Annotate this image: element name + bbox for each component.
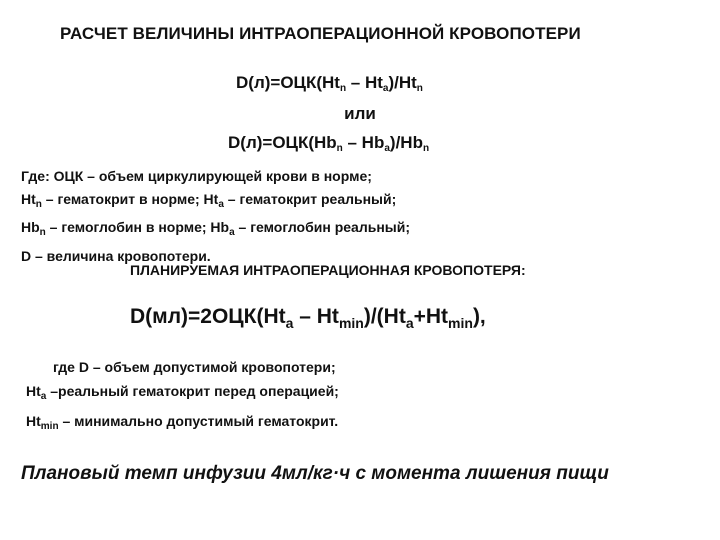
formula-3-sub-a: a xyxy=(285,315,294,331)
formula-1-sub-n: n xyxy=(339,83,347,94)
formula-3-div: )/(Ht xyxy=(363,305,406,328)
formula-1-sub-n2: n xyxy=(416,83,423,94)
def-3-sub-a: a xyxy=(229,227,235,238)
formula-blood-loss-hematocrit xyxy=(236,73,423,94)
formula-3-plus: +Ht xyxy=(413,305,449,328)
formula-planned-blood-loss xyxy=(130,305,486,331)
note-2-sub: a xyxy=(40,391,47,402)
formula-3-minus: – Ht xyxy=(293,305,339,328)
note-2-b: –реальный гематокрит перед операцией; xyxy=(46,383,339,399)
def-3-c: – гемоглобин реальный; xyxy=(234,219,411,235)
def-2-sub-n: n xyxy=(35,198,42,210)
formula-2-div: )/Hb xyxy=(389,133,423,152)
formula-3-prefix: D(мл)=2ОЦК(Ht xyxy=(130,305,286,328)
notes-block xyxy=(26,355,339,439)
def-3-sub-n: n xyxy=(39,227,46,238)
formula-2-sub-n2: n xyxy=(422,143,430,154)
formula-3-sub-a2: a xyxy=(405,315,414,331)
note-line-1: где D – объем допустимой кровопотери; xyxy=(53,359,336,375)
formula-2-minus: – Hb xyxy=(342,133,385,152)
def-3-b: – гемоглобин в норме; Hb xyxy=(45,219,230,235)
formula-3-sub-min2: min xyxy=(448,315,473,331)
note-line-2 xyxy=(26,379,339,409)
formula-1-minus: – Ht xyxy=(346,73,383,92)
note-3-b: – минимально допустимый гематокрит. xyxy=(58,413,339,429)
note-3-a: Ht xyxy=(26,413,41,429)
formula-3-sub-min: min xyxy=(338,315,364,331)
def-2-a: Ht xyxy=(21,190,36,207)
planned-heading: ПЛАНИРУЕМАЯ ИНТРАОПЕРАЦИОННАЯ КРОВОПОТЕРЯ: xyxy=(130,262,526,278)
formula-2-sub-n: n xyxy=(336,143,343,154)
infusion-rate-note: Плановый темп инфузии 4мл/кг·ч с момента лишения пищи xyxy=(21,463,609,484)
formula-1-sub-a: a xyxy=(382,83,389,94)
formula-2-sub-a: a xyxy=(384,143,390,154)
slide-title: РАСЧЕТ ВЕЛИЧИНЫ ИНТРАОПЕРАЦИОННОЙ КРОВОПОТЕРИ xyxy=(60,24,581,43)
note-2-a: Ht xyxy=(26,383,41,399)
or-word: или xyxy=(344,104,376,123)
formula-1-prefix: D(л)=ОЦК(Ht xyxy=(236,73,340,92)
definition-line-4: D – величина кровопотери. xyxy=(21,247,211,264)
def-2-sub-a: a xyxy=(218,198,224,210)
def-2-c: – гематокрит реальный; xyxy=(223,190,397,207)
definition-line-3 xyxy=(21,216,410,245)
formula-1-div: )/Ht xyxy=(388,73,417,92)
definition-line-1: Где: ОЦК – объем циркулирующей крови в норме; xyxy=(21,168,372,184)
note-line-3 xyxy=(26,409,339,439)
formula-blood-loss-hemoglobin xyxy=(228,133,429,154)
def-2-b: – гематокрит в норме; Ht xyxy=(41,190,219,207)
note-3-sub: min xyxy=(40,421,59,432)
def-3-a: Hb xyxy=(21,219,40,235)
formula-2-prefix: D(л)=ОЦК(Hb xyxy=(228,133,337,152)
definition-line-2 xyxy=(21,188,410,217)
definitions-block xyxy=(21,165,410,267)
formula-3-suffix: ), xyxy=(472,305,486,328)
